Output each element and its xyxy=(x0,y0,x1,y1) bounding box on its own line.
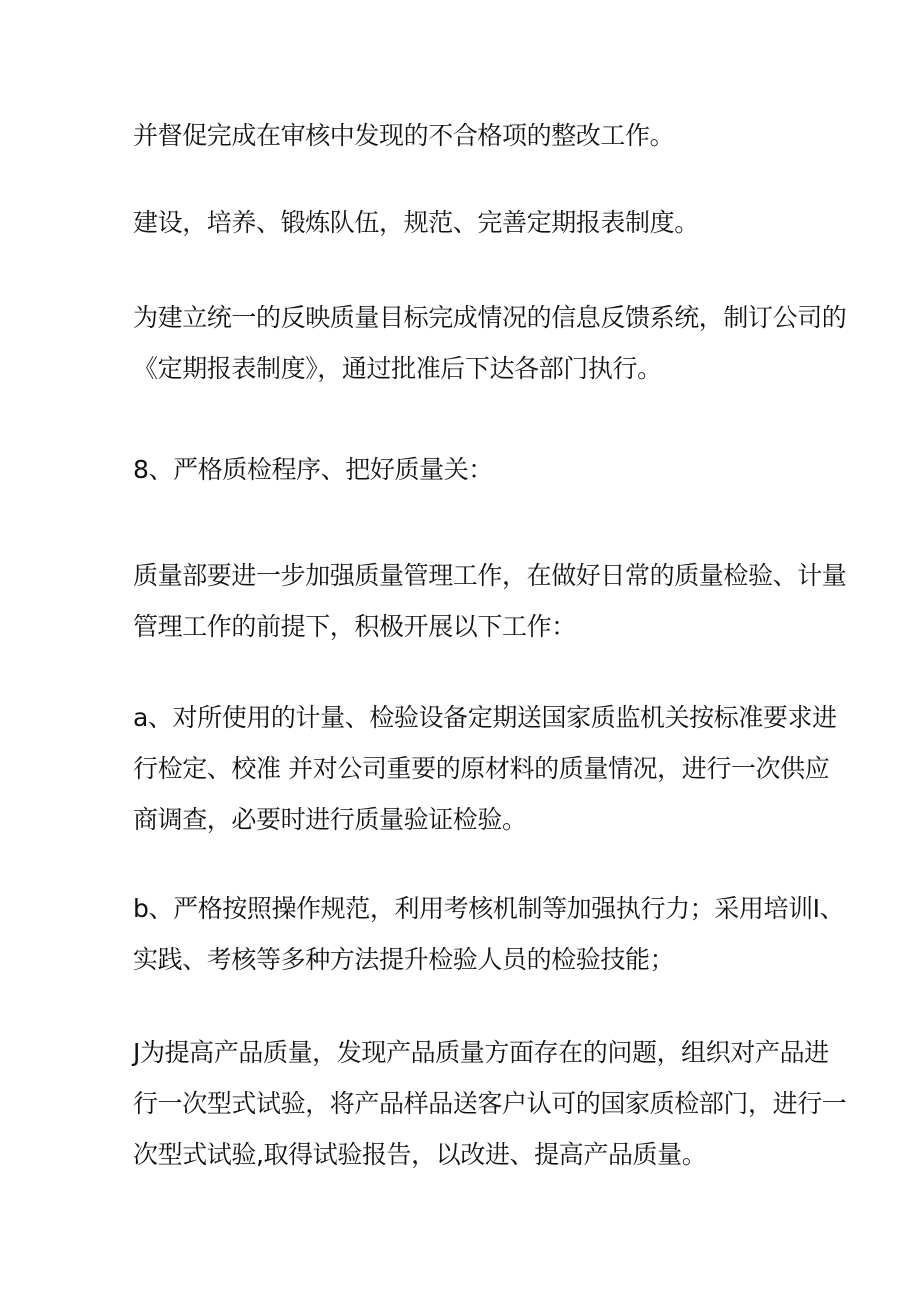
text-line: 管理工作的前提下，积极开展以下工作： xyxy=(133,612,576,641)
text-line: 次型式试验,取得试验报告，以改进、提高产品质量。 xyxy=(133,1140,707,1169)
text-line: 为建立统一的反映质量目标完成情况的信息反馈系统，制订公司的 xyxy=(133,303,847,332)
section-heading-quality-inspection xyxy=(133,444,813,495)
text-line: b、严格按照操作规范，利用考核机制等加强执行力；采用培训I、 xyxy=(133,894,845,923)
text-line: 行一次型式试验，将产品样品送客户认可的国家质检部门，进行一 xyxy=(133,1089,847,1118)
text-line: a、对所使用的计量、检验设备定期送国家质监机关按标准要求进 xyxy=(133,703,837,732)
text-line: 行检定、校准 并对公司重要的原材料的质量情况，进行一次供应 xyxy=(133,754,830,783)
paragraph-rectification xyxy=(133,110,813,161)
list-item-a xyxy=(133,692,837,845)
paragraph-report-system xyxy=(133,292,847,394)
text-line: 实践、考核等多种方法提升检验人员的检验技能； xyxy=(133,945,675,974)
text-line: 商调查，必要时进行质量验证检验。 xyxy=(133,805,527,834)
text-line: 《定期报表制度》，通过批准后下达各部门执行。 xyxy=(133,354,662,383)
text-line: J为提高产品质量，发现产品质量方面存在的问题，组织对产品进 xyxy=(133,1038,829,1067)
paragraph-team-building xyxy=(133,197,813,248)
text-line: 并督促完成在审核中发现的不合格项的整改工作。 xyxy=(133,121,675,150)
text-line: 建设，培养、锻炼队伍，规范、完善定期报表制度。 xyxy=(133,208,699,237)
text-line: 质量部要进一步加强质量管理工作，在做好日常的质量检验、计量 xyxy=(133,561,847,590)
list-item-b xyxy=(133,883,845,985)
text-line: 8、严格质检程序、把好质量关： xyxy=(133,455,493,484)
paragraph-type-test xyxy=(133,1027,847,1180)
paragraph-quality-department xyxy=(133,550,847,652)
